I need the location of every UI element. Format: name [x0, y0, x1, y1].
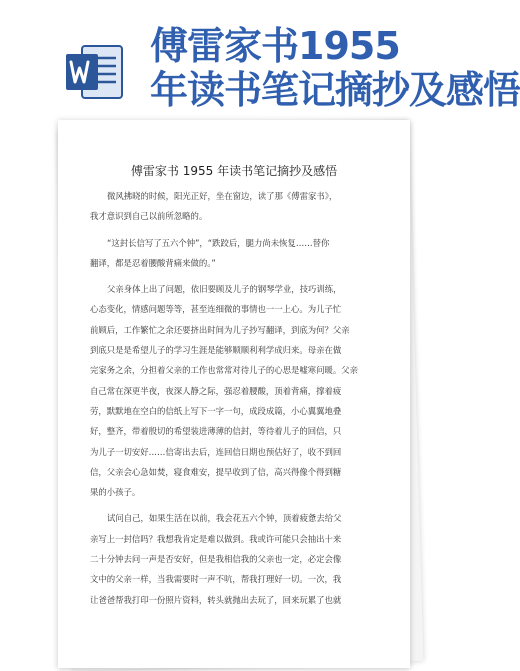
front-page	[58, 120, 410, 668]
text-line: 文中的父亲一样，当我需要时一声不吭，帮我打理好一切。一次，我	[90, 574, 342, 585]
banner-title-line-2: 年读书笔记摘抄及感悟	[150, 68, 520, 112]
banner-title-line-1: 傅雷家书1955	[150, 24, 400, 68]
text-line: 好，整齐，带着殷切的希望装进薄薄的信封，等待着儿子的回信，只	[90, 426, 342, 437]
text-line: 翻译，都是忍着腰酸背痛来做的。”	[90, 257, 216, 268]
banner	[0, 0, 520, 130]
document-title: 傅雷家书 1955 年读书笔记摘抄及感悟	[130, 164, 338, 178]
text-line: 试问自己，如果生活在以前，我会花五六个钟，顶着疲惫去给父	[107, 513, 342, 524]
text-line: 微风拂晓的时候，阳光正好，坐在窗边，读了那《傅雷家书》，	[107, 191, 338, 201]
text-line: 前顾后，工作繁忙之余还要挤出时间为儿子抄写翻译，到底为何？父亲	[90, 324, 350, 335]
document-body	[90, 186, 394, 616]
text-line: 亲写上一封信吗？我想我肯定是难以做到。我或许可能只会抽出十来	[90, 533, 342, 544]
text-line: 心态变化，情感问题等等，甚至连细微的事情也一一上心。为儿子忙	[90, 304, 342, 315]
text-line: 为儿子一切安好……信寄出去后，连回信日期也预估好了，收不到回	[90, 446, 342, 457]
text-line: 父亲身体上出了问题，依旧要顾及儿子的钢琴学业，技巧训练，	[107, 284, 342, 295]
text-line: 信，父亲会心急如焚，寝食难安，提早收到了信，高兴得像个得到糖	[90, 466, 342, 477]
word-document-icon	[62, 40, 126, 104]
paragraph	[90, 279, 394, 502]
paragraph	[90, 508, 394, 609]
text-line: 让爸爸帮我打印一份照片资料，转头就抛出去玩了，回来玩累了也就	[90, 594, 342, 605]
text-line: 我才意识到自己以前所忽略的。	[90, 211, 208, 222]
paragraph	[90, 186, 394, 227]
text-line: “这封长信写了五六个钟”，“跌跤后，腿力尚未恢复……替你	[107, 237, 330, 248]
text-line: 到底只是是希望儿子的学习生涯是能够顺顺利利学成归来。母亲在做	[90, 345, 342, 356]
paragraph	[90, 233, 394, 274]
text-line: 自己常在深更半夜，夜深人静之际，强忍着腰酸，顶着背痛，撑着疲	[90, 385, 342, 396]
text-line: 完家务之余，分担着父亲的工作也常常对待儿子的心思是嘘寒问暖。父亲	[90, 365, 358, 376]
text-line: 果的小孩子。	[90, 487, 141, 498]
text-line: 劳，默默地在空白的信纸上写下一字一句，成段成篇，小心翼翼地叠	[90, 405, 342, 416]
document-preview	[58, 120, 418, 668]
banner-title	[150, 24, 520, 112]
text-line: 二十分钟去问一声是否安好，但是我相信我的父亲也一定，必定会像	[90, 554, 342, 565]
